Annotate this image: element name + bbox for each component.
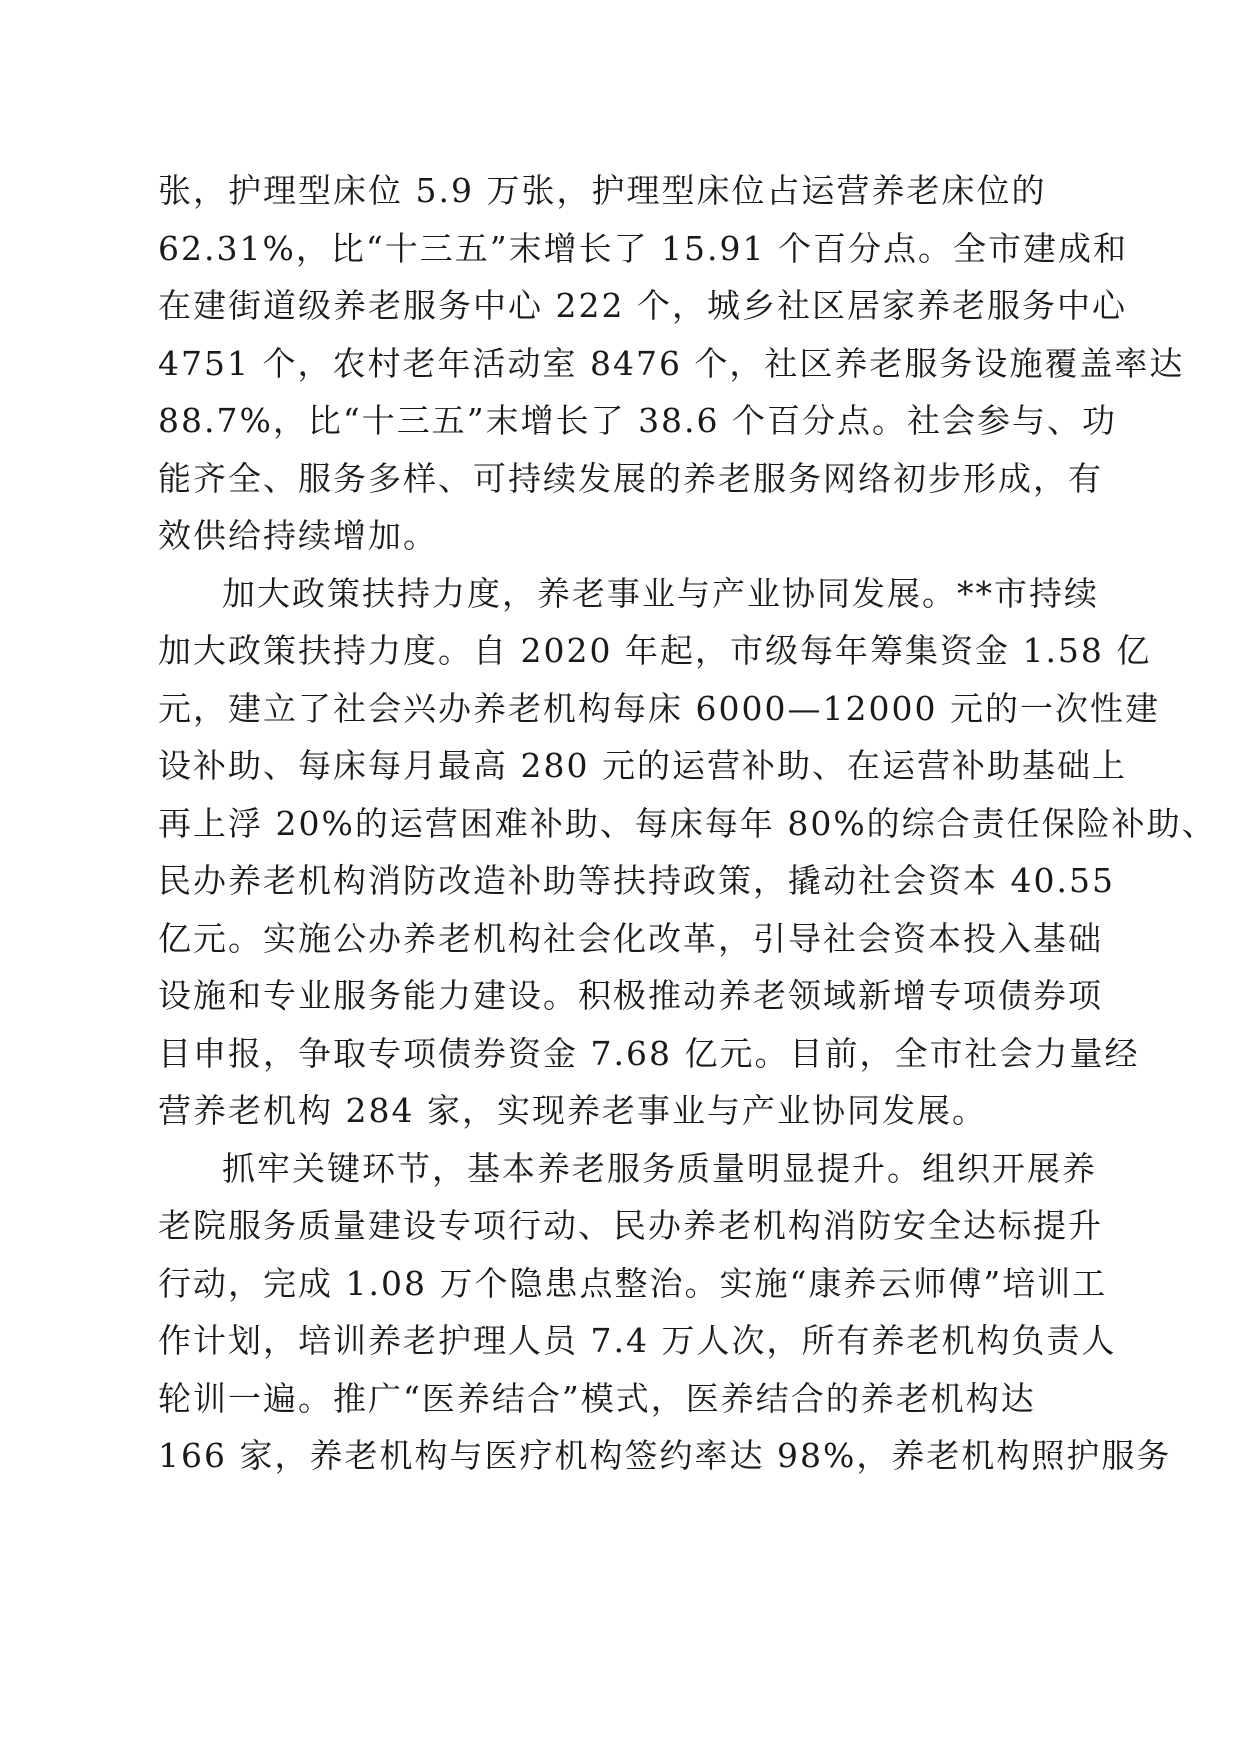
text-line: 亿元。实施公办养老机构社会化改革，引导社会资本投入基础 (158, 918, 1103, 958)
paragraph-first-line: 抓牢关键环节，基本养老服务质量明显提升。组织开展养 (222, 1148, 1097, 1188)
text-line: 设施和专业服务能力建设。积极推动养老领域新增专项债券项 (158, 976, 1103, 1015)
paragraph-first-line: 加大政策扶持力度，养老事业与产业协同发展。**市持续 (222, 573, 1099, 613)
text-line: 166 家，养老机构与医疗机构签约率达 98%，养老机构照护服务 (158, 1436, 1172, 1475)
text-line: 行动，完成 1.08 万个隐患点整治。实施“康养云师傅”培训工 (158, 1263, 1108, 1303)
text-line: 能齐全、服务多样、可持续发展的养老服务网络初步形成，有 (158, 458, 1103, 498)
text-line: 62.31%，比“十三五”末增长了 15.91 个百分点。全市建成和 (158, 228, 1129, 268)
text-line: 4751 个，农村老年活动室 8476 个，社区养老服务设施覆盖率达 (158, 343, 1185, 383)
text-line: 在建街道级养老服务中心 222 个，城乡社区居家养老服务中心 (158, 286, 1127, 325)
text-line: 营养老机构 284 家，实现养老事业与产业协同发展。 (158, 1091, 987, 1130)
text-line: 轮训一遍。推广“医养结合”模式，医养结合的养老机构达 (158, 1378, 1036, 1418)
text-line: 民办养老机构消防改造补助等扶持政策，撬动社会资本 40.55 (158, 861, 1115, 900)
text-line: 元，建立了社会兴办养老机构每床 6000—12000 元的一次性建 (158, 688, 1160, 728)
text-line: 加大政策扶持力度。自 2020 年起，市级每年筹集资金 1.58 亿 (158, 631, 1152, 670)
text-line: 张，护理型床位 5.9 万张，护理型床位占运营养老床位的 (158, 171, 1047, 210)
body-text (158, 162, 1217, 1485)
text-line: 目申报，争取专项债券资金 7.68 亿元。目前，全市社会力量经 (158, 1033, 1140, 1073)
text-line: 效供给持续增加。 (158, 516, 438, 555)
text-line: 老院服务质量建设专项行动、民办养老机构消防安全达标提升 (158, 1206, 1103, 1245)
text-line: 作计划，培训养老护理人员 7.4 万人次，所有养老机构负责人 (158, 1321, 1117, 1360)
text-line: 再上浮 20%的运营困难补助、每床每年 80%的综合责任保险补助、 (158, 803, 1217, 843)
text-line: 88.7%，比“十三五”末增长了 38.6 个百分点。社会参与、功 (158, 401, 1118, 440)
text-line: 设补助、每床每月最高 280 元的运营补助、在运营补助基础上 (158, 746, 1127, 785)
